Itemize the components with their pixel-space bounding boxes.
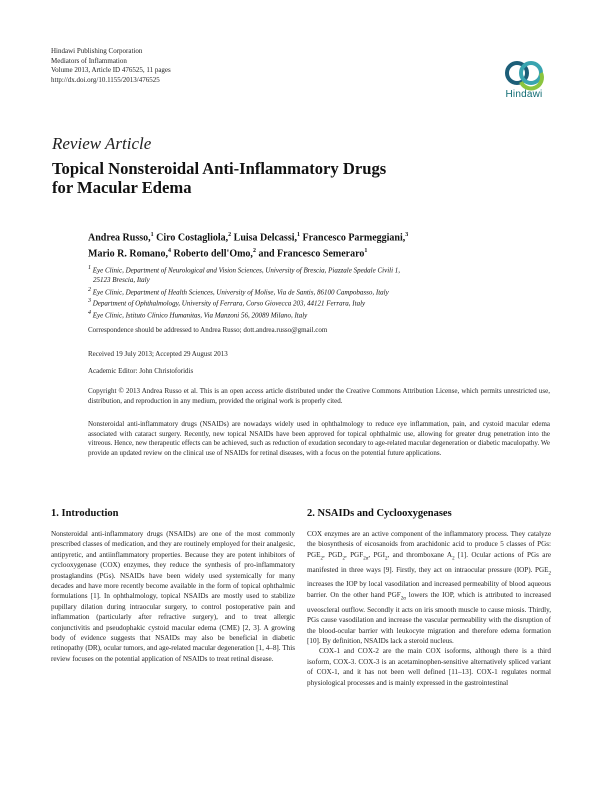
author-affil-sup: 3 [405,232,409,238]
subscript: 2α [400,596,406,602]
author-affil-sup: 1 [297,232,300,238]
section-heading-introduction: 1. Introduction [51,508,119,519]
introduction-paragraph: Nonsteroidal anti-inflammatory drugs (NSAIDs) are one of the most commonly prescribed classes of medication, and they are routinely employed for their analgesic, antipyretic, and antiinflammatory properties. Because they are potent inhibitors of cyclooxygenase (COX) enzymes, they reduce the synthesis of pro-inflammatory prostaglandins (PGs). NSAIDs have been widely used systemically for many decades and have more recently become available in the form of topical ophthalmic formulations [1]. In ophthalmology, topical NSAIDs are mostly used to stabilize pupillary dilation during intraocular surgery, to control postoperative pain and inflammation (particularly after refractive surgery), and to treat allergic conjunctivitis and pseudophakic cystoid macular edema (CME) [2, 3]. A growing body of evidence suggests that NSAIDs may also be beneficial in diabetic retinopathy (DR), ocular tumors, and age-related macular degeneration [1, 4–8]. This review focuses on the potential application of NSAIDs to treat retinal disease. [51,530,295,663]
journal-name: Mediators of Inflammation [51,56,127,65]
academic-editor: Academic Editor: John Christoforidis [88,367,194,375]
text-run: COX enzymes are an active component of the inflammatory process. They catalyze the biosynthesis of eicosanoids from arachidonic acid to produce 5 classes of PGs: PGE [307,530,551,559]
affiliation-sup: 2 [88,286,91,293]
author-line-2 [88,245,508,261]
nsaids-paragraph-2: COX-1 and COX-2 are the main COX isoforms, although there is a third isoform, COX-3. COX-3 is an acetaminophen-sensitive alternatively spliced variant of COX-1, and it has not been well defined [11–13]. COX-1 regulates normal physiological processes and is mainly expressed in the gastrointestinal [307,647,551,687]
subscript: 2 [342,556,345,562]
volume-line: Volume 2013, Article ID 476525, 11 pages [51,66,171,74]
author-affil-sup: 1 [364,247,368,254]
author-name: Francesco Parmeggiani, [300,232,406,244]
affiliation [88,297,508,309]
text-run: , PGI [368,550,385,559]
copyright-notice: Copyright © 2013 Andrea Russo et al. This is an open access article distributed under the Creative Commons Attribution License, which permits unrestricted use, distribution, and reproduction in any medium, provided the original work is properly cited. [88,387,550,405]
abstract: Nonsteroidal anti-inflammatory drugs (NSAIDs) are nowadays widely used in ophthalmology to reduce eye inflammation, pain, and cystoid macular edema associated with cataract surgery. Recently, new topical NSAIDs have been approved for topical ophthalmic use, allowing for greater drug penetration into the vitreous. Hence, new therapeutic effects can be achieved, such as reduction of exudation secondary to age-related macular degeneration or diabetic maculopathy. We provide an updated review on the clinical use of NSAIDs for retinal diseases, with a focus on the potential future applications. [88,420,550,457]
received-dates: Received 19 July 2013; Accepted 29 August 2013 [88,350,228,358]
subscript: 2 [320,556,323,562]
subscript: 2 [384,556,388,562]
text-run: [1]. Ocular actions of PGs are manifested in three ways [9]. Firstly, they act on intraocular pressure (IOP). PGE [307,550,552,574]
affiliation-text: Eye Clinic, Istituto Clinico Humanitas, Via Manzoni 56, 20089 Milano, Italy [92,311,308,320]
subscript: 2α [363,556,369,562]
author-name: and Francesco Semeraro [255,248,365,260]
correspondence: Correspondence should be addressed to Andrea Russo; dott.andrea.russo@gmail.com [88,326,328,334]
author-list [88,229,508,261]
text-run: lowers the IOP, which is attributed to increased uveoscleral outflow. Secondly it acts on iris smooth muscle to cause miosis. Thirdly, PGs cause vasodilation and increase the vascular permeability with the disruption of the blood-ocular barrier with leukocyte migration and therefore edema formation [10]. By definition, NSAIDs lack a steroid nucleus. [307,590,551,645]
author-name: Ciro Costagliola, [153,232,229,244]
text-run: , PGF [344,550,364,559]
publisher: Hindawi Publishing Corporation [51,47,143,55]
affiliation [88,309,508,321]
author-affil-sup: 4 [168,247,171,254]
author-name: Andrea Russo, [88,232,151,244]
title-line-1: Topical Nonsteroidal Anti-Inflammatory Drugs [52,159,387,178]
title-line-2: for Macular Edema [52,178,192,197]
nsaids-paragraph-1 [307,529,551,646]
nsaids-body [307,529,551,688]
doi-link[interactable]: http://dx.doi.org/10.1155/2013/476525 [51,75,160,84]
paper-title [52,159,452,197]
text-run: increases the IOP by local vasodilation and increased permeability of blood aqueous barrier. On the other hand PGF [307,580,551,599]
author-affil-sup: 1 [150,232,154,238]
affiliation-sup: 1 [88,265,91,271]
journal-header [51,47,171,85]
affiliation-sup: 4 [88,310,91,317]
author-affil-sup: 2 [252,247,256,254]
affiliation-sup: 3 [88,298,91,305]
affiliation-list [88,264,508,321]
text-run: , PGD [323,550,343,559]
text-run: , and thromboxane A [387,550,453,559]
affiliation-text: Eye Clinic, Department of Neurological and Vision Sciences, University of Brescia, Piazzale Spedale Civili 1, [92,266,401,275]
subscript: 2 [548,571,551,577]
introduction-body [51,529,295,664]
author-name: Luisa Delcassi, [231,232,297,244]
affiliation-text: Department of Ophthalmology, University of Ferrara, Corso Giovecca 203, 44121 Ferrara, Italy [92,299,366,308]
author-affil-sup: 2 [228,232,232,238]
affiliation-continued: 25123 Brescia, Italy [93,275,150,284]
article-type: Review Article [52,134,152,153]
author-name: Mario R. Romano, [88,248,168,260]
author-name: Roberto dell'Omo, [171,248,253,260]
subscript: 2 [452,556,455,562]
section-heading-nsaids: 2. NSAIDs and Cyclooxygenases [307,508,452,519]
affiliation [88,286,508,298]
hindawi-logo-text: Hindawi [505,89,543,100]
affiliation [88,264,508,276]
author-line-1 [88,229,508,245]
affiliation-text: Eye Clinic, Department of Health Sciences, University of Molise, Via de Santis, 86100 Campobasso, Italy [92,287,389,296]
